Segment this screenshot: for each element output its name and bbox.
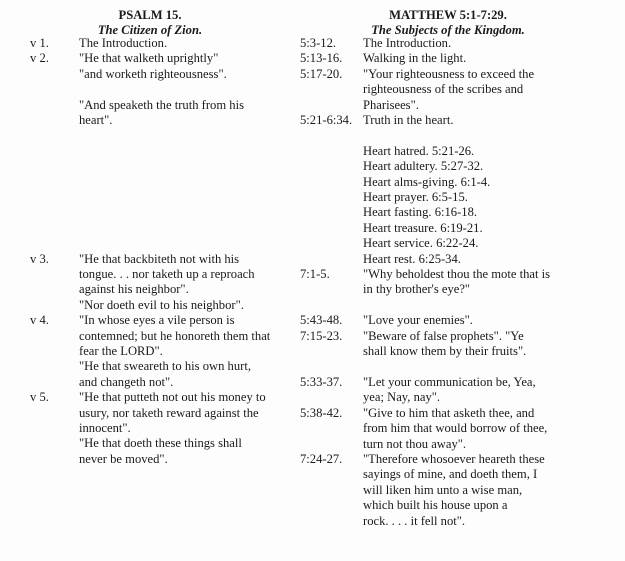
list-item [30, 36, 300, 51]
text-line: Walking in the light. [363, 51, 467, 66]
passage-text [363, 51, 585, 66]
list-item [30, 252, 300, 298]
text-line: Heart rest. 6:25-34. [363, 251, 461, 266]
list-item [30, 436, 300, 467]
verse-ref: v 3. [30, 251, 49, 266]
text-line: "And speaketh the truth from his [79, 97, 244, 112]
list-item [300, 329, 590, 360]
verse-text [79, 313, 291, 359]
list-item [30, 98, 300, 129]
passage-ref: 5:13-16. [300, 51, 343, 66]
text-line: The Introduction. [79, 36, 168, 50]
text-line: "Love your enemies". [363, 313, 473, 328]
text-line: "and worketh righteousness". [79, 66, 227, 81]
passage-ref: 5:43-48. [300, 313, 343, 328]
list-item [30, 359, 300, 390]
text-line: which built his house upon a [363, 498, 508, 513]
passage-text [363, 329, 585, 360]
text-line: never be moved". [79, 451, 168, 466]
text-line: sayings of mine, and doeth them, I [363, 467, 538, 482]
text-line: contemned; but he honoreth them that [79, 328, 271, 343]
text-line: "Therefore whosoever heareth these [363, 451, 545, 466]
text-line: Heart treasure. 6:19-21. [363, 220, 483, 235]
text-line: "He that putteth not out his money to [79, 390, 266, 405]
passage-ref: 5:17-20. [300, 66, 343, 81]
list-item [300, 144, 590, 267]
text-line: "He that walketh uprightly" [79, 51, 219, 66]
text-line: turn not thou away". [363, 436, 467, 451]
passage-ref: 5:21-6:34. [300, 113, 353, 128]
list-item [300, 67, 590, 113]
text-line: Heart prayer. 6:5-15. [363, 190, 468, 205]
text-line: Heart fasting. 6:16-18. [363, 205, 478, 220]
passage-ref [300, 144, 363, 267]
text-line: "He that doeth these things shall [79, 436, 242, 451]
list-item [300, 36, 590, 51]
text-line: Heart hatred. 5:21-26. [363, 143, 475, 158]
psalm-column [30, 36, 300, 467]
passage-ref: 5:33-37. [300, 374, 343, 389]
verse-text [79, 67, 291, 82]
passage-text [363, 67, 585, 113]
verse-text [79, 390, 291, 436]
text-line: Heart service. 6:22-24. [363, 236, 479, 251]
passage-text [363, 452, 585, 529]
text-line: "Your righteousness to exceed the [363, 66, 535, 81]
verse-text [79, 298, 291, 313]
verse-text [79, 36, 291, 51]
text-line: "He that backbiteth not with his [79, 251, 240, 266]
text-line: in thy brother's eye?" [363, 282, 471, 297]
list-item [300, 51, 590, 66]
text-line: shall know them by their fruits". [363, 344, 527, 359]
verse-ref [30, 359, 79, 390]
verse-ref: v 1. [30, 36, 49, 50]
passage-text [363, 406, 585, 452]
text-line: Pharisees". [363, 97, 419, 112]
text-line: usury, nor taketh reward against the [79, 405, 259, 420]
text-line: tongue. . . nor taketh up a reproach [79, 267, 255, 282]
list-item [30, 313, 300, 359]
text-line: Heart adultery. 5:27-32. [363, 159, 484, 174]
text-line: and changeth not". [79, 374, 174, 389]
list-item [30, 298, 300, 313]
text-line: "Why beholdest thou the mote that is [363, 267, 551, 282]
verse-ref: v 5. [30, 390, 49, 405]
passage-ref: 5:3-12. [300, 36, 337, 50]
text-line: Heart alms-giving. 6:1-4. [363, 174, 491, 189]
text-line: righteousness of the scribes and [363, 82, 524, 97]
text-line: The Introduction. [363, 36, 452, 50]
list-item [30, 51, 300, 66]
left-title: PSALM 15. [118, 8, 182, 22]
list-item [30, 67, 300, 82]
text-line: will liken him unto a wise man, [363, 482, 523, 497]
text-line: innocent". [79, 421, 131, 436]
left-subtitle: The Citizen of Zion. [97, 23, 203, 38]
text-line: "Beware of false prophets". "Ye [363, 328, 524, 343]
verse-ref [30, 98, 79, 129]
verse-text [79, 359, 291, 390]
text-line: "Nor doeth evil to his neighbor". [79, 297, 244, 312]
passage-text [363, 375, 585, 406]
text-line: against his neighbor". [79, 282, 189, 297]
verse-text [79, 51, 291, 66]
passage-ref: 7:15-23. [300, 328, 343, 343]
text-line: rock. . . . it fell not". [363, 513, 466, 528]
passage-ref: 7:24-27. [300, 451, 343, 466]
verse-ref [30, 436, 79, 467]
passage-ref: 5:38-42. [300, 405, 343, 420]
verse-text [79, 436, 291, 467]
verse-text [79, 252, 291, 298]
list-item [300, 267, 590, 298]
text-line: heart". [79, 113, 113, 128]
passage-text [363, 267, 585, 298]
list-item [300, 113, 590, 128]
text-line: "Let your communication be, Yea, [363, 374, 536, 389]
passage-ref: 7:1-5. [300, 267, 330, 282]
text-line: yea; Nay, nay". [363, 390, 441, 405]
list-item [300, 313, 590, 328]
text-line: Truth in the heart. [363, 113, 454, 128]
text-line: "He that sweareth to his own hurt, [79, 359, 251, 374]
text-line: fear the LORD". [79, 344, 163, 359]
verse-ref [30, 298, 79, 313]
right-subtitle: The Subjects of the Kingdom. [371, 23, 525, 38]
passage-text [363, 113, 585, 128]
passage-text [363, 144, 585, 267]
passage-text [363, 313, 585, 328]
right-title: MATTHEW 5:1-7:29. [389, 8, 507, 22]
verse-text [79, 98, 291, 129]
matthew-column [300, 36, 590, 529]
verse-ref: v 4. [30, 313, 49, 328]
text-line: "In whose eyes a vile person is [79, 313, 235, 328]
text-line: from him that would borrow of thee, [363, 421, 548, 436]
list-item [300, 452, 590, 529]
passage-text [363, 36, 585, 51]
verse-ref [30, 67, 79, 82]
list-item [30, 390, 300, 436]
list-item [300, 406, 590, 452]
right-heading [318, 8, 578, 39]
text-line: "Give to him that asketh thee, and [363, 405, 535, 420]
verse-ref: v 2. [30, 51, 49, 66]
list-item [300, 375, 590, 406]
left-heading [60, 8, 240, 39]
